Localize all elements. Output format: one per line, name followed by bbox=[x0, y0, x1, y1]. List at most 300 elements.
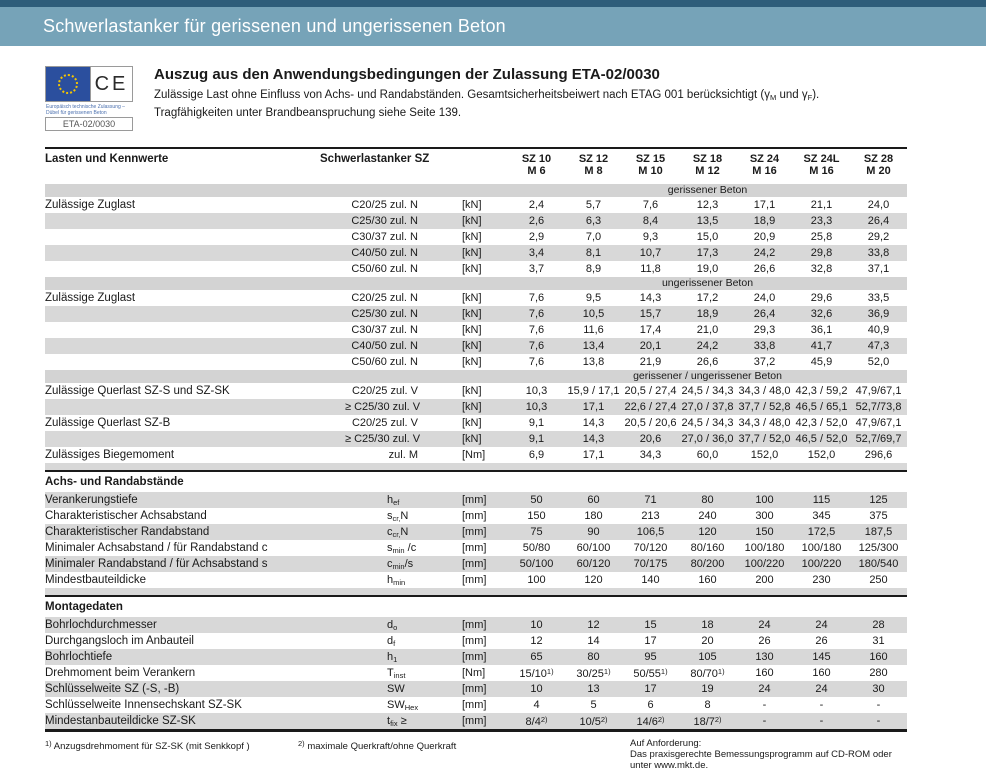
value-cell: 230 bbox=[812, 574, 831, 586]
value-cell: 8/4$^{2)}$ bbox=[525, 714, 548, 728]
row-symbol: $s_{min}$ /c bbox=[387, 541, 417, 555]
row-symbol: C20/25 zul. V bbox=[351, 385, 418, 397]
value-cell: 15,9 / 17,1 bbox=[567, 385, 620, 397]
order-note-line: Das praxisgerechte Bemessungsprogramm auf CD-ROM oder bbox=[630, 749, 892, 760]
value-cell: 18 bbox=[701, 619, 714, 631]
value-cell: 21,9 bbox=[639, 356, 662, 368]
value-cell: 60/120 bbox=[576, 558, 611, 570]
value-cell: 37,7 / 52,8 bbox=[738, 401, 791, 413]
row-symbol: C50/60 zul. N bbox=[351, 263, 418, 275]
value-cell: 31 bbox=[872, 635, 885, 647]
row-label: Schlüsselweite Innensechskant SZ-SK bbox=[45, 699, 242, 711]
value-cell: 37,1 bbox=[867, 263, 890, 275]
ce-eta-logo bbox=[45, 66, 133, 131]
value-cell: 24 bbox=[815, 683, 828, 695]
value-cell: 100 bbox=[527, 574, 546, 586]
intro-section bbox=[45, 66, 941, 131]
row-label: Zulässiges Biegemoment bbox=[45, 449, 175, 461]
row-unit: [mm] bbox=[462, 526, 487, 538]
value-cell: 14,3 bbox=[582, 417, 605, 429]
value-cell: 160 bbox=[869, 651, 888, 663]
section-label: Achs- und Randabstände bbox=[45, 476, 184, 488]
value-cell: 47,9/67,1 bbox=[855, 385, 902, 397]
row-symbol: $c_{cr,}N$ bbox=[387, 525, 409, 539]
value-cell: 27,0 / 37,8 bbox=[681, 401, 734, 413]
value-cell: 115 bbox=[812, 494, 831, 506]
value-cell: 19,0 bbox=[696, 263, 719, 275]
value-cell: 120 bbox=[698, 526, 717, 538]
footnote-2 bbox=[298, 738, 456, 752]
value-cell: 26,6 bbox=[753, 263, 776, 275]
value-cell: 37,7 / 52,0 bbox=[738, 433, 791, 445]
row-symbol: $h_{min}$ bbox=[387, 573, 406, 587]
table-row bbox=[45, 617, 907, 633]
value-cell: 150 bbox=[527, 510, 546, 522]
value-cell: 90 bbox=[587, 526, 600, 538]
value-cell: 10/5$^{2)}$ bbox=[579, 714, 608, 728]
row-symbol: $T_{inst}$ bbox=[387, 666, 406, 680]
value-cell: 12,3 bbox=[696, 199, 719, 211]
value-cell: 34,3 / 48,0 bbox=[738, 385, 791, 397]
column-header: SZ 24 M 16 bbox=[749, 153, 780, 177]
separator-gap bbox=[45, 588, 907, 595]
value-cell: 3,4 bbox=[528, 247, 545, 259]
value-cell: 75 bbox=[530, 526, 543, 538]
table-row bbox=[45, 713, 907, 729]
row-unit: [kN] bbox=[462, 417, 482, 429]
band-row bbox=[45, 277, 907, 290]
row-unit: [kN] bbox=[462, 231, 482, 243]
column-header: SZ 15 M 10 bbox=[635, 153, 666, 177]
value-cell: 7,6 bbox=[528, 356, 545, 368]
eu-flag-icon bbox=[46, 67, 90, 101]
value-cell: 21,0 bbox=[696, 324, 719, 336]
value-cell: 12 bbox=[530, 635, 543, 647]
value-cell: 240 bbox=[698, 510, 717, 522]
row-unit: [mm] bbox=[462, 494, 487, 506]
value-cell: 24 bbox=[758, 619, 771, 631]
value-cell: 17,1 bbox=[753, 199, 776, 211]
footnote-marker: 2) bbox=[298, 739, 305, 748]
value-cell: 50/100 bbox=[519, 558, 554, 570]
value-cell: 42,3 / 52,0 bbox=[795, 417, 848, 429]
document-heading: Auszug aus den Anwendungsbedingungen der Zulassung ETA-02/0030 bbox=[154, 66, 660, 83]
value-cell: 180 bbox=[584, 510, 603, 522]
row-unit: [kN] bbox=[462, 356, 482, 368]
value-cell: 19 bbox=[701, 683, 714, 695]
section-label: Montagedaten bbox=[45, 601, 123, 613]
value-cell: 15,0 bbox=[696, 231, 719, 243]
value-cell: 24,5 / 34,3 bbox=[681, 385, 734, 397]
band-label: gerissener / ungerissener Beton bbox=[633, 370, 782, 382]
value-cell: 26 bbox=[758, 635, 771, 647]
row-symbol: $t_{fix}$ ≥ bbox=[387, 714, 407, 728]
value-cell: 125 bbox=[869, 494, 888, 506]
table-row bbox=[45, 697, 907, 713]
value-cell: 8,4 bbox=[642, 215, 659, 227]
row-symbol: C40/50 zul. N bbox=[351, 247, 418, 259]
value-cell: 80/200 bbox=[690, 558, 725, 570]
table-row bbox=[45, 399, 907, 415]
value-cell: 34,3 / 48,0 bbox=[738, 417, 791, 429]
table-row bbox=[45, 261, 907, 277]
table-bottom-rule bbox=[45, 729, 907, 732]
row-label: Minimaler Randabstand / für Achsabstand s bbox=[45, 558, 268, 570]
value-cell: 300 bbox=[755, 510, 774, 522]
row-unit: [mm] bbox=[462, 715, 487, 727]
table-row bbox=[45, 431, 907, 447]
value-cell: 10 bbox=[530, 683, 543, 695]
value-cell: 17,4 bbox=[639, 324, 662, 336]
value-cell: 100/220 bbox=[801, 558, 842, 570]
value-cell: 17,2 bbox=[696, 292, 719, 304]
band-label: ungerissener Beton bbox=[661, 277, 754, 289]
value-cell: 23,3 bbox=[810, 215, 833, 227]
row-unit: [mm] bbox=[462, 699, 487, 711]
value-cell: 21,1 bbox=[810, 199, 833, 211]
row-unit: [kN] bbox=[462, 215, 482, 227]
anchor-table bbox=[45, 147, 907, 732]
value-cell: 50/80 bbox=[522, 542, 551, 554]
value-cell: 30 bbox=[872, 683, 885, 695]
separator-gap bbox=[45, 463, 907, 470]
row-unit: [mm] bbox=[462, 635, 487, 647]
value-cell: 7,6 bbox=[528, 308, 545, 320]
value-cell: 17 bbox=[644, 683, 657, 695]
value-cell: 24 bbox=[815, 619, 828, 631]
row-unit: [kN] bbox=[462, 263, 482, 275]
row-symbol: C25/30 zul. N bbox=[351, 308, 418, 320]
value-cell: 33,8 bbox=[867, 247, 890, 259]
table-row bbox=[45, 290, 907, 306]
row-label: Durchgangsloch im Anbauteil bbox=[45, 635, 194, 647]
value-cell: 8,1 bbox=[585, 247, 602, 259]
value-cell: 14 bbox=[587, 635, 600, 647]
value-cell: 2,4 bbox=[528, 199, 545, 211]
value-cell: 50 bbox=[530, 494, 543, 506]
value-cell: 8 bbox=[704, 699, 711, 711]
column-header: SZ 28 M 20 bbox=[863, 153, 894, 177]
row-label: Minimaler Achsabstand / für Randabstand c bbox=[45, 542, 268, 554]
value-cell: 36,1 bbox=[810, 324, 833, 336]
value-cell: 37,2 bbox=[753, 356, 776, 368]
value-cell: 60 bbox=[587, 494, 600, 506]
row-unit: [mm] bbox=[462, 542, 487, 554]
row-label: Zulässige Zuglast bbox=[45, 199, 136, 211]
value-cell: 140 bbox=[641, 574, 660, 586]
value-cell: 29,3 bbox=[753, 324, 776, 336]
value-cell: 2,9 bbox=[528, 231, 545, 243]
footnote-1 bbox=[45, 738, 250, 752]
value-cell: 105 bbox=[698, 651, 717, 663]
value-cell: 9,1 bbox=[528, 433, 545, 445]
value-cell: 6,3 bbox=[585, 215, 602, 227]
value-cell: 2,6 bbox=[528, 215, 545, 227]
value-cell: 10,5 bbox=[582, 308, 605, 320]
value-cell: 46,5 / 65,1 bbox=[795, 401, 848, 413]
row-label: Zulässige Zuglast bbox=[45, 292, 136, 304]
ce-logo-top bbox=[45, 66, 133, 102]
value-cell: 30/25$^{1)}$ bbox=[576, 666, 611, 680]
row-label: Mindestbauteildicke bbox=[45, 574, 147, 586]
value-cell: 10,3 bbox=[525, 401, 548, 413]
page-header-band bbox=[0, 7, 986, 46]
value-cell: 36,9 bbox=[867, 308, 890, 320]
value-cell: - bbox=[876, 715, 881, 727]
value-cell: 10,3 bbox=[525, 385, 548, 397]
footnotes bbox=[45, 738, 941, 773]
value-cell: 70/120 bbox=[633, 542, 668, 554]
value-cell: 13,8 bbox=[582, 356, 605, 368]
value-cell: 22,6 / 27,4 bbox=[624, 401, 677, 413]
value-cell: 33,5 bbox=[867, 292, 890, 304]
column-header: SZ 24L M 16 bbox=[803, 153, 840, 177]
header-left-label: Lasten und Kennwerte bbox=[45, 153, 169, 165]
table-row bbox=[45, 245, 907, 261]
value-cell: 70/175 bbox=[633, 558, 668, 570]
footnote-text: maximale Querkraft/ohne Querkraft bbox=[307, 741, 457, 752]
eta-number-box: ETA-02/0030 bbox=[45, 117, 133, 131]
row-symbol: C20/25 zul. N bbox=[351, 292, 418, 304]
value-cell: 296,6 bbox=[864, 449, 893, 461]
row-label: Mindestanbauteildicke SZ-SK bbox=[45, 715, 196, 727]
value-cell: 8,9 bbox=[585, 263, 602, 275]
intro-text bbox=[154, 66, 819, 131]
value-cell: 29,2 bbox=[867, 231, 890, 243]
value-cell: 17,1 bbox=[582, 449, 605, 461]
value-cell: 17,3 bbox=[696, 247, 719, 259]
value-cell: 80 bbox=[587, 651, 600, 663]
value-cell: 7,0 bbox=[585, 231, 602, 243]
value-cell: 5 bbox=[590, 699, 597, 711]
value-cell: 14,3 bbox=[582, 433, 605, 445]
value-cell: 100/180 bbox=[744, 542, 785, 554]
value-cell: 280 bbox=[869, 667, 888, 679]
row-unit: [kN] bbox=[462, 308, 482, 320]
column-header: SZ 18 M 12 bbox=[692, 153, 723, 177]
order-note-line: unter www.mkt.de. bbox=[630, 760, 709, 771]
value-cell: 45,9 bbox=[810, 356, 833, 368]
row-unit: [mm] bbox=[462, 510, 487, 522]
value-cell: 345 bbox=[812, 510, 831, 522]
eu-stars-icon bbox=[58, 74, 78, 94]
value-cell: 29,6 bbox=[810, 292, 833, 304]
row-symbol: C40/50 zul. N bbox=[351, 340, 418, 352]
value-cell: 160 bbox=[812, 667, 831, 679]
value-cell: 20 bbox=[701, 635, 714, 647]
value-cell: 24 bbox=[758, 683, 771, 695]
page-title: Schwerlastanker für gerissenen und ungerissenen Beton bbox=[43, 16, 506, 36]
table-row bbox=[45, 556, 907, 572]
row-symbol: C50/60 zul. N bbox=[351, 356, 418, 368]
value-cell: 95 bbox=[644, 651, 657, 663]
value-cell: 180/540 bbox=[858, 558, 899, 570]
row-label: Zulässige Querlast SZ-S und SZ-SK bbox=[45, 385, 230, 397]
value-cell: 5,7 bbox=[585, 199, 602, 211]
row-label: Charakteristischer Achsabstand bbox=[45, 510, 207, 522]
value-cell: 7,6 bbox=[528, 324, 545, 336]
value-cell: 7,6 bbox=[528, 292, 545, 304]
value-cell: 34,3 bbox=[639, 449, 662, 461]
top-accent-bar bbox=[0, 0, 986, 7]
row-unit: [Nm] bbox=[462, 667, 486, 679]
table-row bbox=[45, 229, 907, 245]
row-symbol: ≥ C25/30 zul. V bbox=[345, 401, 421, 413]
row-unit: [kN] bbox=[462, 385, 482, 397]
value-cell: 152,0 bbox=[807, 449, 836, 461]
row-label: Drehmoment beim Verankern bbox=[45, 667, 196, 679]
value-cell: 26 bbox=[815, 635, 828, 647]
table-row bbox=[45, 322, 907, 338]
table-header-row bbox=[45, 147, 907, 184]
table-row bbox=[45, 681, 907, 697]
value-cell: 9,5 bbox=[585, 292, 602, 304]
value-cell: 46,5 / 52,0 bbox=[795, 433, 848, 445]
value-cell: 18,9 bbox=[753, 215, 776, 227]
row-unit: [mm] bbox=[462, 574, 487, 586]
value-cell: 42,3 / 59,2 bbox=[795, 385, 848, 397]
row-symbol: C20/25 zul. V bbox=[351, 417, 418, 429]
footnote-marker: 1) bbox=[45, 739, 52, 748]
table-row bbox=[45, 354, 907, 370]
value-cell: 10,7 bbox=[639, 247, 662, 259]
table-row bbox=[45, 338, 907, 354]
row-unit: [kN] bbox=[462, 199, 482, 211]
row-symbol: C20/25 zul. N bbox=[351, 199, 418, 211]
value-cell: 24,0 bbox=[753, 292, 776, 304]
value-cell: 7,6 bbox=[528, 340, 545, 352]
value-cell: 24,0 bbox=[867, 199, 890, 211]
value-cell: 80 bbox=[701, 494, 714, 506]
row-label: Verankerungstiefe bbox=[45, 494, 138, 506]
value-cell: 24,5 / 34,3 bbox=[681, 417, 734, 429]
value-cell: 10 bbox=[530, 619, 543, 631]
table-row bbox=[45, 383, 907, 399]
value-cell: 9,1 bbox=[528, 417, 545, 429]
value-cell: 32,8 bbox=[810, 263, 833, 275]
row-label: Schlüsselweite SZ (-S, -B) bbox=[45, 683, 180, 695]
value-cell: 100/220 bbox=[744, 558, 785, 570]
row-symbol: ≥ C25/30 zul. V bbox=[345, 433, 421, 445]
value-cell: 40,9 bbox=[867, 324, 890, 336]
header-product-label: Schwerlastanker SZ bbox=[320, 153, 430, 165]
column-header: SZ 12 M 8 bbox=[578, 153, 609, 177]
value-cell: 100 bbox=[755, 494, 774, 506]
row-unit: [kN] bbox=[462, 401, 482, 413]
value-cell: 18,9 bbox=[696, 308, 719, 320]
ce-approval-text: Europäisch technische Zulassung – Dübel für gerissenen Beton bbox=[46, 104, 125, 116]
value-cell: 60/100 bbox=[576, 542, 611, 554]
value-cell: 13,5 bbox=[696, 215, 719, 227]
intro-line-1: Zulässige Last ohne Einfluss von Achs- und Randabständen. Gesamtsicherheitsbeiwert nach ETAG 001 berücksichtigt ($\gamma_M$ und $\gamma_F$). bbox=[154, 89, 820, 102]
value-cell: 20,9 bbox=[753, 231, 776, 243]
row-label: Bohrlochdurchmesser bbox=[45, 619, 157, 631]
order-note-title: Auf Anforderung: bbox=[630, 738, 702, 749]
value-cell: 15 bbox=[644, 619, 657, 631]
band-row bbox=[45, 370, 907, 383]
value-cell: 6,9 bbox=[528, 449, 545, 461]
value-cell: 26,4 bbox=[753, 308, 776, 320]
value-cell: 71 bbox=[644, 494, 657, 506]
value-cell: - bbox=[876, 699, 881, 711]
ce-mark-icon: CE bbox=[90, 67, 132, 101]
row-unit: [mm] bbox=[462, 558, 487, 570]
value-cell: 28 bbox=[872, 619, 885, 631]
value-cell: 80/160 bbox=[690, 542, 725, 554]
table-row bbox=[45, 665, 907, 681]
band-label: gerissener Beton bbox=[667, 184, 748, 196]
table-row bbox=[45, 197, 907, 213]
row-symbol: $SW_{Hex}$ bbox=[387, 698, 419, 712]
row-symbol: $s_{cr,}N$ bbox=[387, 509, 409, 523]
value-cell: 4 bbox=[533, 699, 540, 711]
footnote-text: Anzugsdrehmoment für SZ-SK (mit Senkkopf ) bbox=[53, 741, 250, 752]
value-cell: 14/6$^{2)}$ bbox=[636, 714, 665, 728]
value-cell: 6 bbox=[647, 699, 654, 711]
value-cell: 160 bbox=[698, 574, 717, 586]
row-unit: [kN] bbox=[462, 340, 482, 352]
value-cell: 32,6 bbox=[810, 308, 833, 320]
row-unit: [kN] bbox=[462, 324, 482, 336]
table-row bbox=[45, 572, 907, 588]
table-row bbox=[45, 540, 907, 556]
value-cell: 7,6 bbox=[642, 199, 659, 211]
value-cell: 145 bbox=[812, 651, 831, 663]
row-unit: [kN] bbox=[462, 433, 482, 445]
table-row bbox=[45, 213, 907, 229]
value-cell: 20,5 / 27,4 bbox=[624, 385, 677, 397]
row-symbol: $h_1$ bbox=[387, 650, 398, 664]
row-symbol: zul. M bbox=[388, 449, 418, 461]
row-unit: [mm] bbox=[462, 651, 487, 663]
row-label: Zulässige Querlast SZ-B bbox=[45, 417, 171, 429]
row-unit: [Nm] bbox=[462, 449, 486, 461]
row-unit: [mm] bbox=[462, 683, 487, 695]
value-cell: 152,0 bbox=[750, 449, 779, 461]
value-cell: 100/180 bbox=[801, 542, 842, 554]
section-header-row bbox=[45, 597, 907, 617]
value-cell: 15/10$^{1)}$ bbox=[519, 666, 554, 680]
value-cell: 20,1 bbox=[639, 340, 662, 352]
value-cell: 33,8 bbox=[753, 340, 776, 352]
table-row bbox=[45, 447, 907, 463]
value-cell: 20,5 / 20,6 bbox=[624, 417, 677, 429]
order-note bbox=[630, 738, 892, 771]
value-cell: 250 bbox=[869, 574, 888, 586]
value-cell: - bbox=[819, 699, 824, 711]
column-header: SZ 10 M 6 bbox=[521, 153, 552, 177]
value-cell: - bbox=[762, 715, 767, 727]
table-row bbox=[45, 492, 907, 508]
table-row bbox=[45, 415, 907, 431]
row-symbol: C30/37 zul. N bbox=[351, 324, 418, 336]
table-row bbox=[45, 649, 907, 665]
table-row bbox=[45, 306, 907, 322]
row-unit: [kN] bbox=[462, 292, 482, 304]
value-cell: 60,0 bbox=[696, 449, 719, 461]
value-cell: 187,5 bbox=[864, 526, 893, 538]
value-cell: 52,0 bbox=[867, 356, 890, 368]
value-cell: 14,3 bbox=[639, 292, 662, 304]
value-cell: 52,7/69,7 bbox=[855, 433, 902, 445]
row-symbol: C25/30 zul. N bbox=[351, 215, 418, 227]
value-cell: 160 bbox=[755, 667, 774, 679]
value-cell: 41,7 bbox=[810, 340, 833, 352]
value-cell: 50/55$^{1)}$ bbox=[633, 666, 668, 680]
row-symbol: $c_{min}/s$ bbox=[387, 557, 414, 571]
value-cell: 27,0 / 36,0 bbox=[681, 433, 734, 445]
value-cell: - bbox=[819, 715, 824, 727]
